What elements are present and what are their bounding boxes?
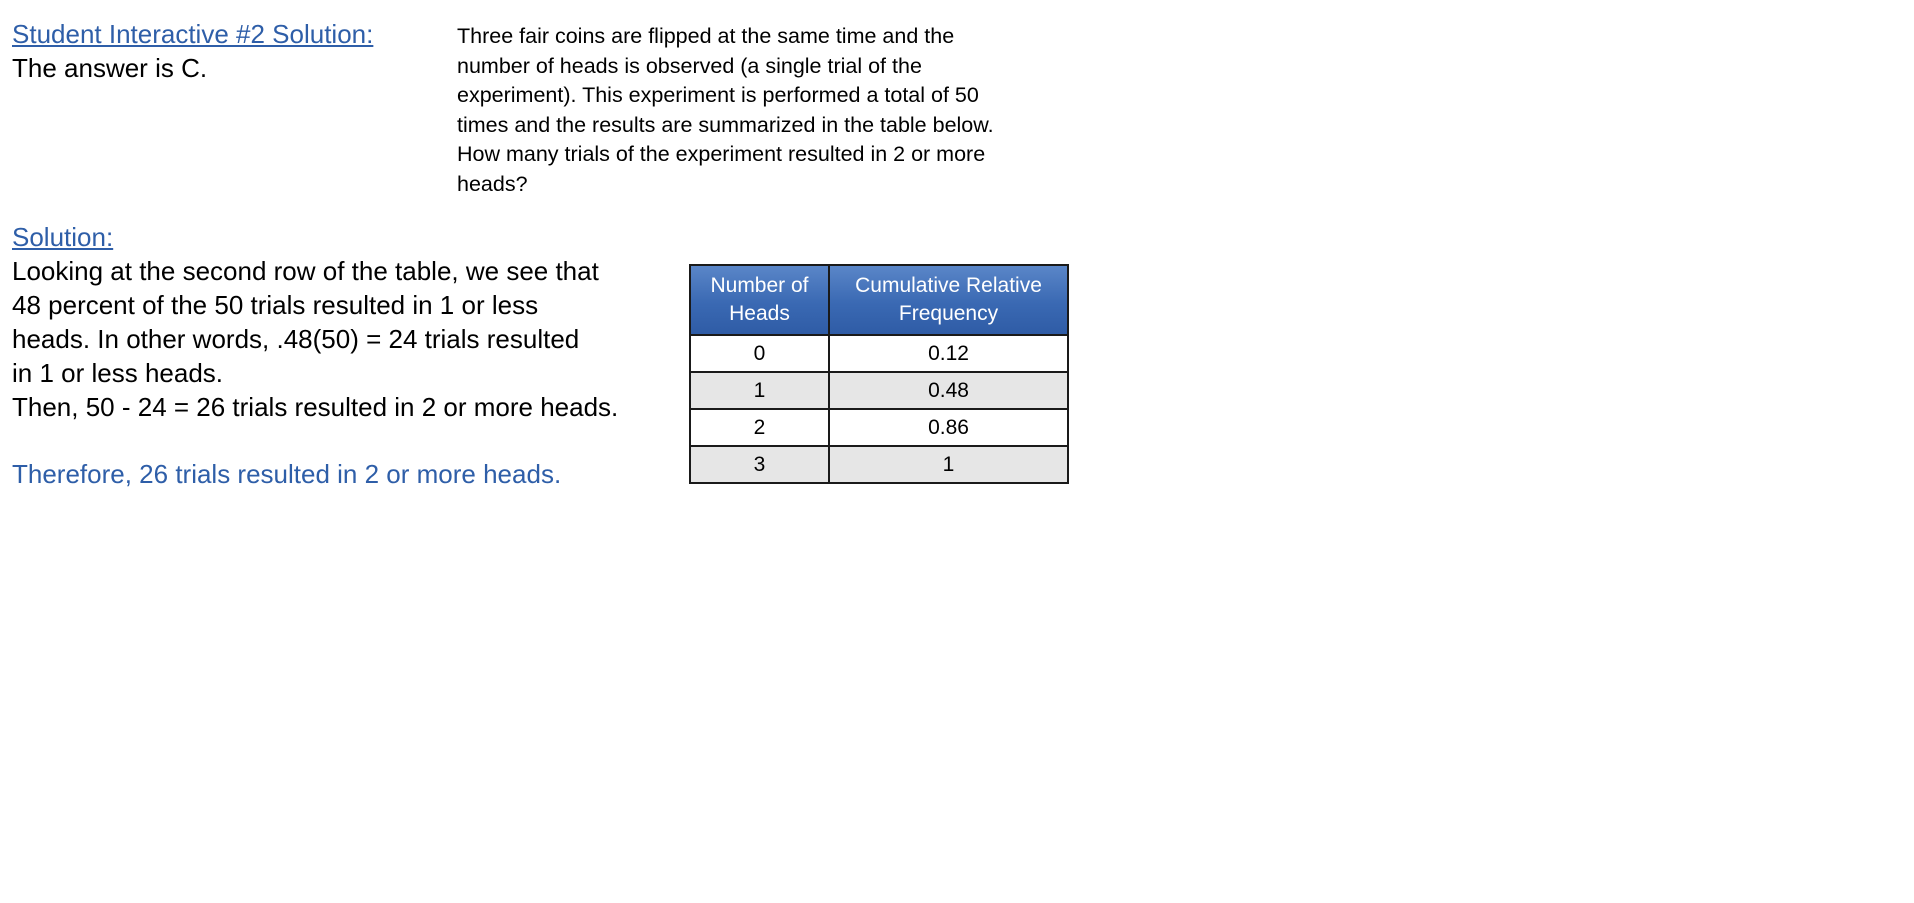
- header-line: Heads: [729, 302, 790, 325]
- table-row: [690, 409, 1068, 446]
- header-line: Cumulative Relative: [855, 274, 1042, 297]
- question-text: [457, 22, 1077, 199]
- cell-crf: 0.86: [829, 409, 1068, 446]
- solution-heading[interactable]: Solution:: [12, 222, 114, 252]
- explanation-line: 48 percent of the 50 trials resulted in 1 or less: [12, 290, 539, 320]
- cell-heads: 1: [690, 372, 829, 409]
- explanation-line: Looking at the second row of the table, we see that: [12, 256, 599, 286]
- cell-heads: 3: [690, 446, 829, 483]
- cell-crf: 1: [829, 446, 1068, 483]
- question-line: How many trials of the experiment resulted in 2 or more: [457, 142, 986, 166]
- table-header-row: [690, 265, 1068, 335]
- question-line: experiment). This experiment is performed a total of 50: [457, 83, 979, 107]
- table-row: [690, 446, 1068, 483]
- header-line: Frequency: [898, 302, 999, 325]
- column-header-number-of-heads: [690, 265, 829, 335]
- explanation-line: in 1 or less heads.: [12, 358, 224, 388]
- cell-heads: 2: [690, 409, 829, 446]
- solution-conclusion: Therefore, 26 trials resulted in 2 or more heads.: [12, 459, 562, 489]
- page-title[interactable]: Student Interactive #2 Solution:: [12, 19, 374, 49]
- cell-heads: 0: [690, 335, 829, 372]
- cell-crf: 0.12: [829, 335, 1068, 372]
- frequency-table: [689, 264, 1069, 484]
- table-row: [690, 372, 1068, 409]
- explanation-line: heads. In other words, .48(50) = 24 trials resulted: [12, 324, 580, 354]
- question-line: Three fair coins are flipped at the same time and the: [457, 24, 955, 48]
- question-line: heads?: [457, 171, 528, 196]
- solution-explanation: [12, 254, 618, 424]
- cell-crf: 0.48: [829, 372, 1068, 409]
- question-line: times and the results are summarized in the table below.: [457, 112, 994, 137]
- answer-text: The answer is C.: [12, 53, 208, 83]
- column-header-cumulative-relative-frequency: [829, 265, 1068, 335]
- question-line: number of heads is observed (a single trial of the: [457, 53, 922, 78]
- explanation-line: Then, 50 - 24 = 26 trials resulted in 2 or more heads.: [12, 392, 619, 422]
- table-row: [690, 335, 1068, 372]
- header-line: Number of: [710, 274, 809, 297]
